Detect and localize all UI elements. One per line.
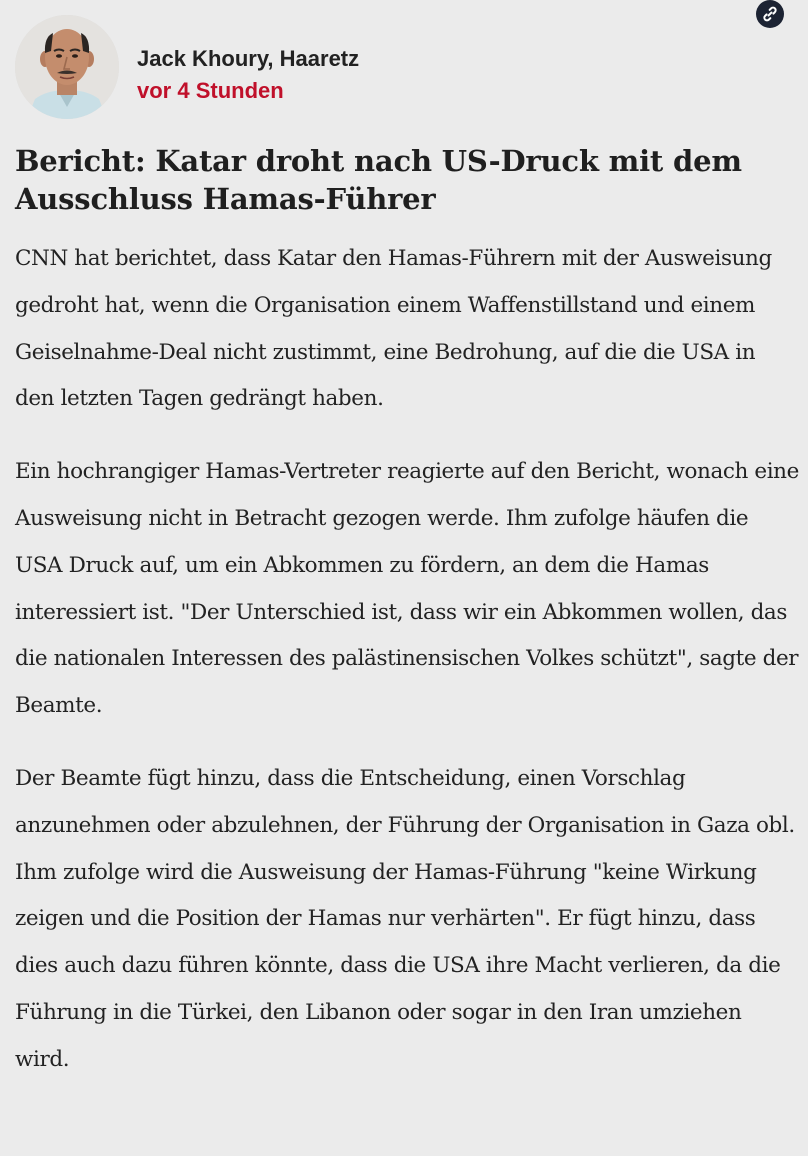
link-icon [761, 5, 779, 23]
copy-link-button[interactable] [756, 0, 784, 28]
avatar-portrait [15, 15, 119, 119]
author-name[interactable]: Jack Khoury, Haaretz [137, 46, 360, 71]
post-headline: Bericht: Katar droht nach US-Druck mit dem Ausschluss Hamas-Führer [15, 144, 742, 216]
post-body [15, 236, 800, 1110]
paragraph: Der Beamte fügt hinzu, dass die Entscheidung, einen Vorschlag anzunehmen oder abzulehnen, der Führung der Organisation in Gaza obl. Ihm zufolge wird die Ausweisung der Hamas-Führung "keine Wirkung zeigen und die Position der Hamas nur verhärten". Er fügt hinzu, dass dies auch dazu führen könnte, dass die USA ihre Macht verlieren, da die Führung in die Türkei, den Libanon oder sogar in den Iran umziehen wird. [15, 765, 795, 1072]
paragraph: Ein hochrangiger Hamas-Vertreter reagierte auf den Bericht, wonach eine Ausweisung nicht in Betracht gezogen werde. Ihm zufolge häufen die USA Druck auf, um ein Abkommen zu fördern, an dem die Hamas interessiert ist. "Der Unterschied ist, dass wir ein Abkommen wollen, das die nationalen Interessen des palästinensischen Volkes schützt", sagte der Beamte. [15, 459, 799, 719]
paragraph: CNN hat berichtet, dass Katar den Hamas-Führern mit der Ausweisung gedroht hat, wenn die Organisation einem Waffenstillstand und einem Geiselnahme-Deal nicht zustimmt, eine Bedrohung, auf die die USA in den letzten Tagen gedrängt haben. [15, 246, 772, 412]
author-avatar[interactable] [15, 15, 119, 119]
post-timestamp: vor 4 Stunden [137, 78, 284, 103]
